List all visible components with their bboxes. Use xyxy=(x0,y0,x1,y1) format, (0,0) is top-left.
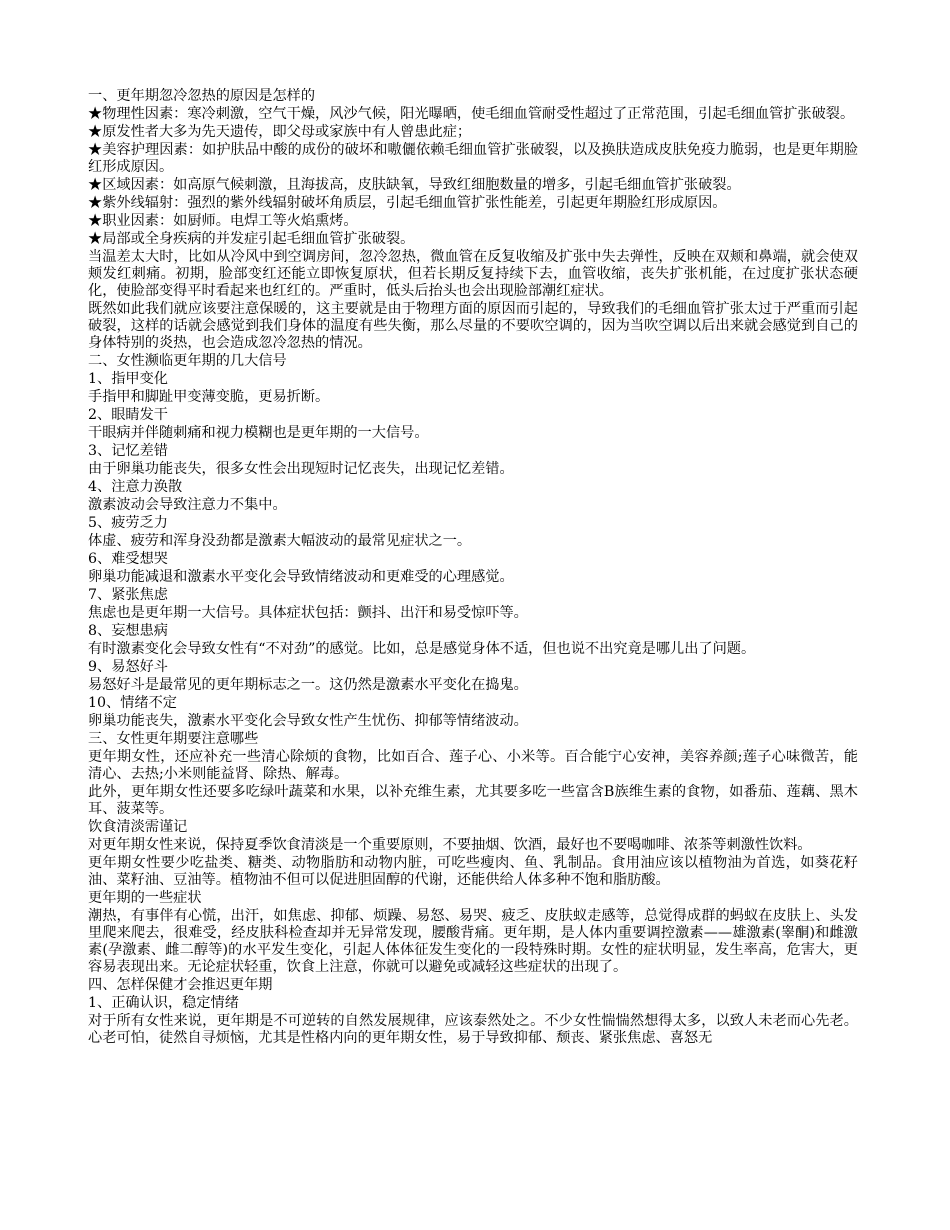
paragraph: 1、正确认识，稳定情绪 xyxy=(88,995,239,1011)
paragraph: 4、注意力涣散 xyxy=(88,479,183,495)
paragraph: 易怒好斗是最常见的更年期标志之一。这仍然是激素水平变化在捣鬼。 xyxy=(88,677,528,693)
paragraph: 激素波动会导致注意力不集中。 xyxy=(88,497,287,513)
paragraph: 对于所有女性来说，更年期是不可逆转的自然发展规律，应该泰然处之。不少女性惴惴然想得太多，以致人未老而心先老。心老可怕，徒然自寻烦恼，尤其是性格内向的更年期女性，易于导致抑郁、颓丧、紧张焦虑、喜怒无 xyxy=(88,1013,858,1046)
paragraph: 1、指甲变化 xyxy=(88,371,168,387)
paragraph: 既然如此我们就应该要注意保暖的，这主要就是由于物理方面的原因而引起的，导致我们的毛细血管扩张太过于严重而引起破裂，这样的话就会感觉到我们身体的温度有些失衡，那么尽量的不要吹空调的，因为当吹空调以后出来就会感觉到自己的身体特别的炎热，也会造成忽冷忽热的情况。 xyxy=(88,301,858,351)
paragraph: ★原发性者大多为先天遗传，即父母或家族中有人曾患此症； xyxy=(88,124,472,140)
paragraph: 由于卵巢功能丧失，很多女性会出现短时记忆丧失，出现记忆差错。 xyxy=(88,461,514,477)
paragraph: 卵巢功能减退和激素水平变化会导致情绪波动和更难受的心理感觉。 xyxy=(88,569,514,585)
paragraph: ★美容护理因素：如护肤品中酸的成份的破坏和嗷儷依赖毛细血管扩张破裂，以及换肤造成皮肤免疫力脆弱，也是更年期脸红形成原因。 xyxy=(88,142,858,175)
paragraph: 6、难受想哭 xyxy=(88,551,168,567)
paragraph: 更年期的一些症状 xyxy=(88,890,202,906)
paragraph: 10、情绪不定 xyxy=(88,695,177,711)
paragraph: 焦虑也是更年期一大信号。具体症状包括：颤抖、出汗和易受惊吓等。 xyxy=(88,605,528,621)
paragraph: 潮热，有事伴有心慌，出汗，如焦虑、抑郁、烦躁、易怒、易哭、疲乏、皮肤蚁走感等，总觉得成群的蚂蚁在皮肤上、头发里爬来爬去，很难受，经皮肤科检查却并无异常发现，腰酸背痛。更年期，是人体内重要调控激素——雄激素(睾酮)和雌激素(孕激素、雌二醇等)的水平发生变化，引起人体体征发生变化的一段特殊时期。女性的症状明显，发生率高，危害大，更容易表现出来。无论症状轻重，饮食上注意，你就可以避免或减轻这些症状的出现了。 xyxy=(88,908,858,975)
paragraph: 四、怎样保健才会推迟更年期 xyxy=(88,977,273,993)
paragraph: 三、女性更年期要注意哪些 xyxy=(88,731,259,747)
paragraph: ★物理性因素：寒冷刺激，空气干燥，风沙气候，阳光曝晒，使毛细血管耐受性超过了正常范围，引起毛细血管扩张破裂。 xyxy=(88,106,855,122)
paragraph: 干眼病并伴随刺痛和视力模糊也是更年期的一大信号。 xyxy=(88,425,429,441)
paragraph: 5、疲劳乏力 xyxy=(88,515,168,531)
paragraph: 此外，更年期女性还要多吃绿叶蔬菜和水果，以补充维生素，尤其要多吃一些富含B族维生素的食物，如番茄、莲藕、黑木耳、菠菜等。 xyxy=(88,784,858,817)
paragraph: ★紫外线辐射：强烈的紫外线辐射破坏角质层，引起毛细血管扩张性能差，引起更年期脸红形成原因。 xyxy=(88,195,727,211)
paragraph: 2、眼睛发干 xyxy=(88,407,168,423)
paragraph: 对更年期女性来说，保持夏季饮食清淡是一个重要原则，不要抽烟、饮酒，最好也不要喝咖啡、浓茶等刺激性饮料。 xyxy=(88,837,812,853)
paragraph: 手指甲和脚趾甲变薄变脆，更易折断。 xyxy=(88,389,330,405)
paragraph: 3、记忆差错 xyxy=(88,443,168,459)
paragraph: 一、更年期忽冷忽热的原因是怎样的 xyxy=(88,88,316,104)
paragraph: 体虚、疲劳和浑身没劲都是激素大幅波动的最常见症状之一。 xyxy=(88,533,472,549)
paragraph: 9、易怒好斗 xyxy=(88,659,168,675)
paragraph: 8、妄想患病 xyxy=(88,623,168,639)
paragraph: ★局部或全身疾病的并发症引起毛细血管扩张破裂。 xyxy=(88,231,415,247)
paragraph: 当温差太大时，比如从冷风中到空调房间，忽冷忽热，微血管在反复收缩及扩张中失去弹性，反映在双颊和鼻端，就会使双颊发红刺痛。初期，脸部变红还能立即恢复原状，但若长期反复持续下去，血管收缩，丧失扩张机能，在过度扩张状态硬化，使脸部变得平时看起来也红红的。严重时，低头后抬头也会出现脸部潮红症状。 xyxy=(88,249,858,299)
document-body xyxy=(88,88,858,1048)
paragraph: 二、女性濒临更年期的几大信号 xyxy=(88,353,287,369)
paragraph: ★职业因素：如厨师。电焊工等火焰熏烤。 xyxy=(88,213,358,229)
paragraph: 有时激素变化会导致女性有“不对劲”的感觉。比如，总是感觉身体不适，但也说不出究竟是哪儿出了问题。 xyxy=(88,641,756,657)
paragraph: 饮食清淡需谨记 xyxy=(88,819,188,835)
paragraph: 7、紧张焦虑 xyxy=(88,587,168,603)
paragraph: 更年期女性，还应补充一些清心除烦的食物，比如百合、莲子心、小米等。百合能宁心安神，美容养颜;莲子心味微苦，能清心、去热;小米则能益肾、除热、解毒。 xyxy=(88,749,858,782)
paragraph: 卵巢功能丧失，激素水平变化会导致女性产生忧伤、抑郁等情绪波动。 xyxy=(88,713,528,729)
paragraph: ★区域因素：如高原气候刺激，且海拔高，皮肤缺氧，导致红细胞数量的增多，引起毛细血管扩张破裂。 xyxy=(88,177,741,193)
paragraph: 更年期女性要少吃盐类、糖类、动物脂肪和动物内脏，可吃些瘦肉、鱼、乳制品。食用油应该以植物油为首选，如葵花籽油、菜籽油、豆油等。植物油不但可以促进胆固醇的代谢，还能供给人体多种不饱和脂肪酸。 xyxy=(88,855,858,888)
